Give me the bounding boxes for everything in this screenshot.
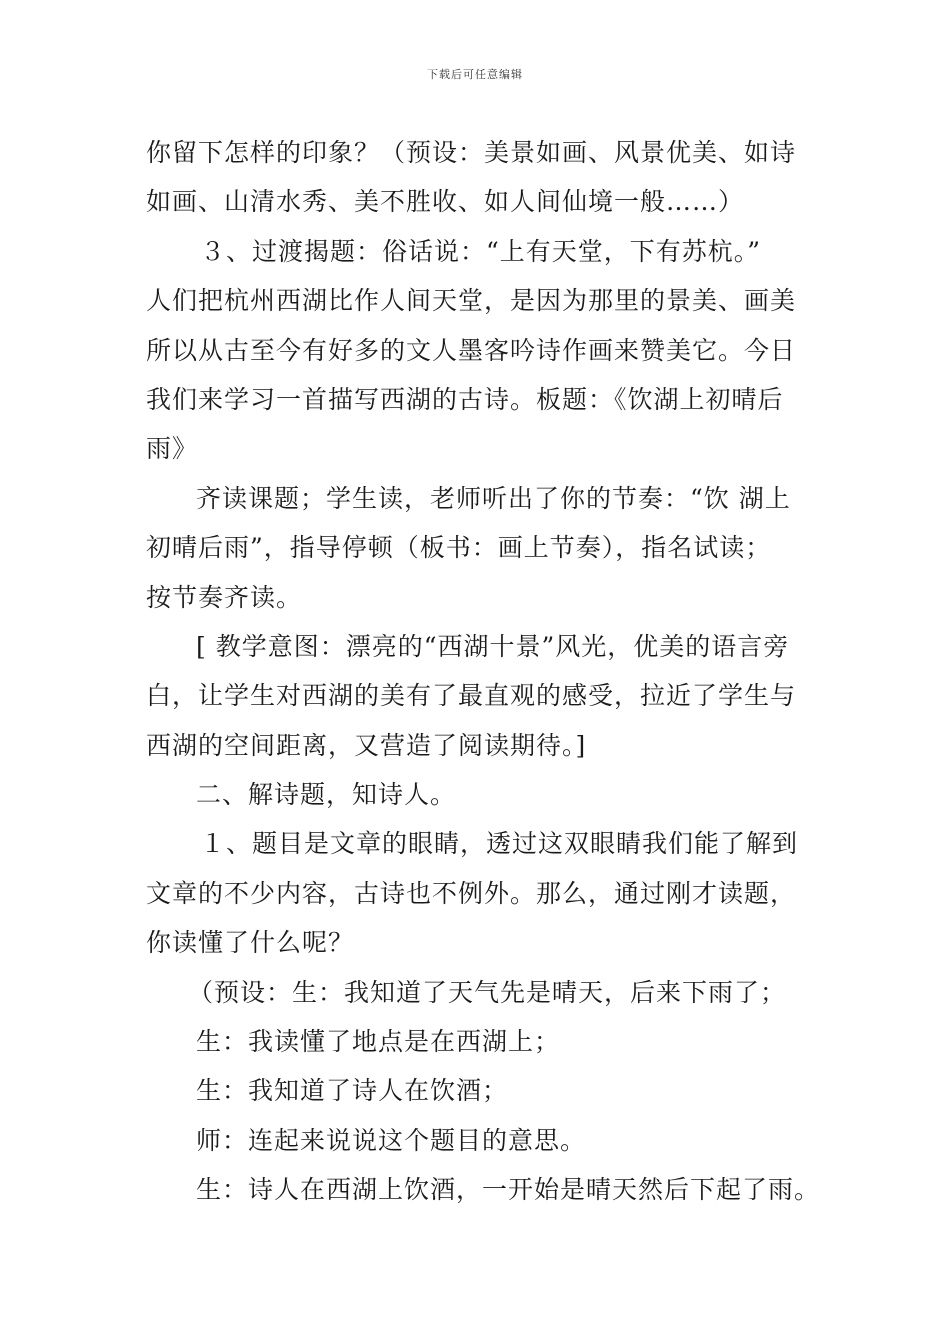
text-line: 生：诗人在西湖上饮酒，一开始是晴天然后下起了雨。 — [196, 1175, 821, 1205]
text-line: 初晴后雨”，指导停顿（板书：画上节奏），指名试读； — [146, 533, 772, 563]
text-line: 白，让学生对西湖的美有了最直观的感受，拉近了学生与 — [146, 681, 797, 711]
text-line: 你留下怎样的印象？（预设：美景如画、风景优美、如诗 — [146, 138, 797, 167]
text-line: 文章的不少内容，古诗也不例外。那么，通过刚才读题， — [146, 878, 797, 908]
text-line: 人们把杭州西湖比作人间天堂，是因为那里的景美、画美 — [146, 286, 797, 316]
text-line: 我们来学习一首描写西湖的古诗。板题：《饮湖上初晴后 — [146, 384, 784, 414]
text-line: 你读懂了什么呢？ — [146, 928, 355, 958]
text-line: 生：我知道了诗人在饮酒； — [196, 1076, 509, 1106]
text-line: 师：连起来说说这个题目的意思。 — [196, 1125, 587, 1155]
text-line: 西湖的空间距离，又营造了阅读期待。] — [146, 730, 587, 760]
section-heading: 二、解诗题，知诗人。 — [196, 780, 457, 810]
text-line: ３、过渡揭题：俗话说：“上有天堂，下有苏杭。” — [200, 236, 762, 266]
text-line: 所以从古至今有好多的文人墨客吟诗作画来赞美它。今日 — [146, 335, 797, 365]
text-line: 生：我读懂了地点是在西湖上； — [196, 1027, 561, 1057]
text-line: [ 教学意图：漂亮的“西湖十景”风光，优美的语言旁 — [196, 631, 790, 661]
text-line: 按节奏齐读。 — [146, 582, 303, 612]
page-header: 下载后可任意编辑 — [427, 68, 523, 81]
text-line: 齐读课题；学生读，老师听出了你的节奏：“饮 湖上 — [196, 483, 791, 513]
text-line: 雨》 — [146, 434, 199, 464]
document-body — [146, 128, 821, 1215]
text-line: １、题目是文章的眼睛，透过这双眼睛我们能了解到 — [200, 829, 799, 859]
text-line: 如画、山清水秀、美不胜收、如人间仙境一般……） — [146, 187, 745, 217]
text-line: （预设：生：我知道了天气先是晴天，后来下雨了； — [188, 977, 787, 1007]
